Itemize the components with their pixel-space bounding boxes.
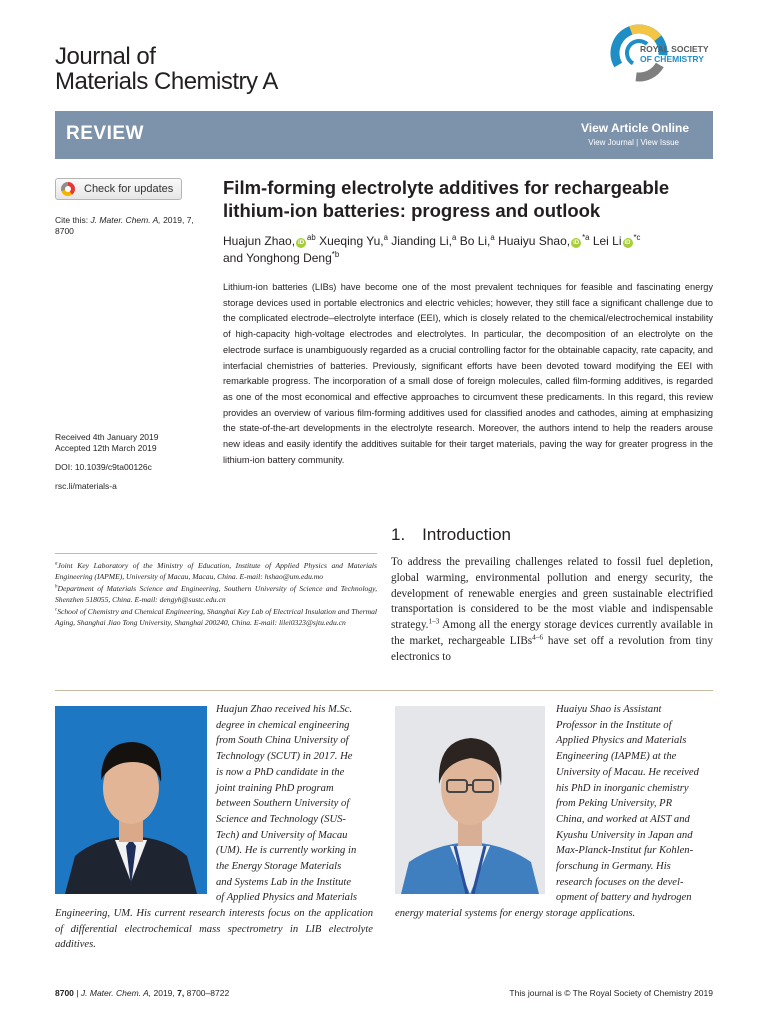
reference-link[interactable]: 1–3 [428,617,440,626]
author-name[interactable]: Huajun Zhao, [223,234,296,248]
author-affiliation: ab [307,233,316,242]
check-for-updates-label: Check for updates [84,183,174,195]
view-journal-link[interactable]: View Journal [588,138,634,147]
article-title: Film-forming electrolyte additives for rechargeable lithium-ion batteries: progress and outlook [223,177,670,221]
bio-line: the Energy Storage Materials [216,861,342,873]
bio-line: Science and Technology (SUS- [216,813,346,825]
bio-line: his PhD in inorganic chemistry [556,782,689,794]
author-name[interactable]: Huaiyu Shao, [498,234,571,248]
orcid-icon[interactable]: iD [624,240,631,246]
bio-shao-tail: energy material systems for energy storage applications. [395,908,636,919]
bio-line: of Applied Physics and Materials [216,892,358,904]
author-name[interactable]: Lei Li [592,234,622,248]
cite-year-vol: 2019, 7, [163,215,194,225]
affiliation-footnotes [55,560,377,628]
bio-line: Applied Physics and Materials [556,735,687,747]
footnote-text: Joint Key Laboratory of the Ministry of Education, Institute of Applied Physics and Materials Engineering (IAPME), University of Macau, Macau, China. E-mail: hshao@um.edu.mo [55,561,377,582]
cite-label: Cite this: [55,215,89,225]
check-for-updates-button[interactable] [55,178,182,200]
intro-paragraph [391,555,713,666]
author-affiliation: a [490,233,495,242]
author-photo-zhao [55,706,207,894]
cite-journal: J. Mater. Chem. A, [90,215,161,225]
view-issue-link[interactable]: View Issue [640,138,679,147]
intro-text: have set off a revolution from tiny electronics to [391,634,713,663]
bio-line: Kyushu University in Japan and [556,829,693,841]
footnote [55,583,377,606]
intro-text: Among all the energy storage devices currently available in the market, rechargeable LIBs [391,619,713,647]
author-affiliation: *c [633,233,641,242]
crossmark-icon [61,182,75,196]
banner-links [588,138,679,147]
footer-separator: | [76,988,79,998]
author-affiliation: *a [582,233,590,242]
bio-line: China, and worked at AIST and [556,813,690,825]
page-footer-left [55,988,229,998]
rsc-logo-line2: OF CHEMISTRY [640,54,704,64]
bio-zhao-tail: Engineering, UM. His current research interests focus on the application of differential electrochemical mass spectrometry in LIB electrolyte additives. [55,908,373,951]
author-name[interactable]: Jianding Li, [391,234,452,248]
footnote-mark: b [55,584,58,590]
bio-line: joint training PhD program [216,782,334,794]
footer-year: 2019, [153,988,175,998]
intro-text: To address the prevailing challenges related to fossil fuel depletion, global warming, environmental pollution and energy security, the development of renewable energies and green sustainable electrified transportation is considered to be the most viable and indispensable strategy. [391,556,713,632]
bio-line: from Peking University, PR [556,798,673,810]
footnote [55,606,377,629]
bio-line: and Systems Lab in the Institute [216,876,352,888]
footnote-mark: c [55,607,58,613]
bio-line: Tech) and University of Macau [216,829,348,841]
page-footer-right: This journal is © The Royal Society of Chemistry 2019 [509,988,713,998]
section-heading-introduction: 1. Introduction [391,525,512,544]
bio-line: Huaiyu Shao is Assistant [556,704,662,715]
journal-title-line1: Journal of [55,43,156,70]
journal-url[interactable]: rsc.li/materials-a [55,481,117,491]
bio-line: forschung in Germany. His [556,861,671,873]
footnote-text: School of Chemistry and Chemical Engineering, Shanghai Key Lab of Electrical Insulation and Thermal Aging, Shanghai Jiao Tong University, Shanghai 200240, China. E-mail: lilei0323@sjtu.edu.cn [55,606,377,628]
reference-link[interactable]: 4–6 [532,633,544,642]
bio-divider [55,690,713,691]
journal-title-line2: Materials Chemistry A [55,68,278,95]
bio-line: research focuses on the devel- [556,876,684,888]
bio-line: Engineering (IAPME) at the [556,751,677,763]
footnote-divider [55,553,377,554]
bio-line: opment of battery and hydrogen [556,892,692,904]
journal-title [55,44,278,94]
bio-line: Professor in the Institute of [556,719,672,731]
article-type: REVIEW [66,123,144,144]
received-date: Received 4th January 2019 [55,432,159,442]
footer-journal: J. Mater. Chem. A, [80,988,152,998]
author-photo-shao [395,706,545,894]
author-affiliation: a [452,233,457,242]
bio-line: (UM). He is currently working in [216,845,357,857]
author-affiliation: *b [331,250,340,259]
orcid-icon[interactable]: iD [573,240,580,246]
doi[interactable]: DOI: 10.1039/c9ta00126c [55,462,152,472]
author-affiliation: a [383,233,388,242]
bio-line: is now a PhD candidate in the [216,766,345,778]
review-banner [55,111,713,159]
article-dates [55,432,215,492]
orcid-icon[interactable]: iD [298,240,305,246]
bio-line: Max-Planck-Institut fur Kohlen- [556,845,694,857]
bio-line: Huajun Zhao received his M.Sc. [216,704,353,715]
bio-zhao-column [216,702,373,906]
footnote-text: Department of Materials Science and Engineering, Southern University of Science and Technology, Shenzhen 518055, China. E-mail: dengyh@sustc.edu.cn [55,583,377,605]
bio-line: from South China University of [216,735,349,747]
rsc-logo-line1: ROYAL SOCIETY [640,44,709,54]
bio-line: University of Macau. He received [556,766,699,778]
author-name[interactable]: Xueqing Yu, [319,234,384,248]
view-article-online-link[interactable]: View Article Online [580,121,689,135]
bio-shao-column [556,702,713,906]
page-number: 8700 [55,988,74,998]
footnote-mark: a [55,561,58,567]
author-name[interactable]: Bo Li, [459,234,491,248]
bio-line: degree in chemical engineering [216,719,350,731]
footnote [55,560,377,583]
footer-volume: 7, [177,988,185,998]
cite-this [55,215,215,237]
cite-page: 8700 [55,226,74,236]
author-name[interactable]: and Yonghong Deng [223,251,332,265]
footer-pages: 8700–8722 [186,988,230,998]
accepted-date: Accepted 12th March 2019 [55,443,157,453]
bio-line: Technology (SCUT) in 2017. He [216,751,353,763]
bio-line: between Southern University of [216,798,350,810]
rsc-logo-text [640,44,709,64]
banner-link-separator: | [636,138,639,147]
author-list [223,233,723,267]
abstract: Lithium-ion batteries (LIBs) have become one of the most prevalent techniques for feasible and fascinating energy storage devices used in portable electronics and electric vehicles; however, they still face a significant challenge due to the complicated electrode–electrolyte interface (EEI), which is closely related to the chemical/electrochemical instability of high-capacity high-voltage electrodes and electrolytes. In particular, the decomposition of an electrolyte on the electrode surface is unambiguously regarded as a crucial controlling factor for the obtainable capacity, rate capacity, and interfacial chemistries of batteries. Previously, significant efforts have been devoted toward modifying the EEI with remarkable progress. The incorporation of a small dose of foreign molecules, called film-forming additives, is regarded as one of the most economical and effective approaches to circumvent these predicaments. In this regard, this review provides an overview of various film-forming additives used for classified anodes and cathodes, aiming at emphasizing the state-of-the-art developments in the electrolyte research. Moreover, the authors intend to help the readers arouse new ideas and easily identify the additives suitable for their target materials, paving the way for greater progress in the lithium-ion battery community. [223,282,713,465]
